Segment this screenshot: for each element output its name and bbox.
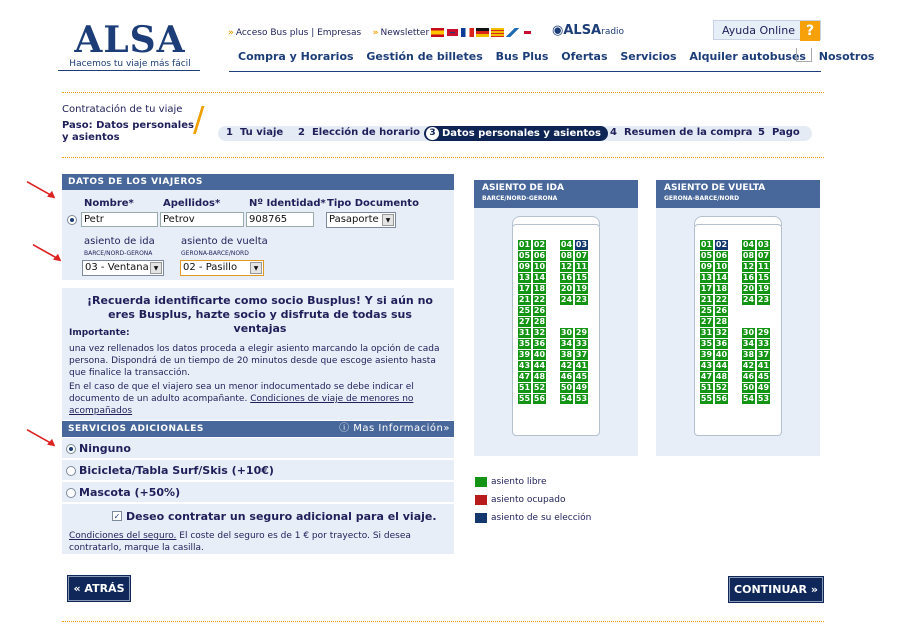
flag-de-icon[interactable] <box>476 28 489 37</box>
help-online-button[interactable] <box>713 20 821 40</box>
seat-12[interactable]: 12 <box>742 262 755 271</box>
seat-01[interactable]: 01 <box>518 240 531 249</box>
flag-es-icon[interactable] <box>431 28 444 37</box>
logo-underline <box>58 70 200 71</box>
seat-06[interactable]: 06 <box>533 251 546 260</box>
seat-35[interactable]: 35 <box>700 339 713 348</box>
flag-eu-icon[interactable] <box>521 28 534 37</box>
seat-42[interactable]: 42 <box>742 361 755 370</box>
seat-38[interactable]: 38 <box>560 350 573 359</box>
seat-47[interactable]: 47 <box>700 372 713 381</box>
language-flags <box>431 28 534 37</box>
seat-26[interactable]: 26 <box>533 306 546 315</box>
seat-16[interactable]: 16 <box>560 273 573 282</box>
travelers-header: DATOS DE LOS VIAJEROS <box>62 174 454 190</box>
seat-32[interactable]: 32 <box>715 328 728 337</box>
seat-42[interactable]: 42 <box>560 361 573 370</box>
alsa-radio-logo[interactable]: ◉ALSAradio <box>552 23 625 38</box>
flag-gl-icon[interactable] <box>506 28 519 37</box>
seat-09[interactable]: 09 <box>518 262 531 271</box>
asiento-vuelta-label: asiento de vuelta <box>181 236 268 247</box>
seat-40[interactable]: 40 <box>533 350 546 359</box>
identidad-input[interactable]: 908765 <box>246 212 314 227</box>
seat-49[interactable]: 49 <box>575 383 588 392</box>
seat-44[interactable]: 44 <box>715 361 728 370</box>
chevron-down-icon: ▼ <box>150 262 162 274</box>
seat-48[interactable]: 48 <box>715 372 728 381</box>
seat-04[interactable]: 04 <box>742 240 755 249</box>
seat-34[interactable]: 34 <box>742 339 755 348</box>
seat-15[interactable]: 15 <box>575 273 588 282</box>
seat-21[interactable]: 21 <box>518 295 531 304</box>
services-header: SERVICIOS ADICIONALES ⓘ Mas Información» <box>62 421 454 437</box>
help-icon: ? <box>800 21 820 41</box>
link-acceso-bus-plus[interactable]: Acceso Bus plus | Empresas <box>235 28 362 38</box>
bus-vuelta-header: ASIENTO DE VUELTA GERONA-BARCE/NORD <box>656 180 820 208</box>
step-1: 1 Tu viaje <box>226 127 284 138</box>
seat-43[interactable]: 43 <box>700 361 713 370</box>
arrow-icon: » <box>228 28 234 38</box>
seat-30[interactable]: 30 <box>742 328 755 337</box>
seat-17[interactable]: 17 <box>518 284 531 293</box>
seat-11[interactable]: 11 <box>757 262 770 271</box>
seat-25[interactable]: 25 <box>700 306 713 315</box>
nav-servicios[interactable]: Servicios <box>620 50 677 63</box>
seat-39[interactable]: 39 <box>518 350 531 359</box>
dotted-divider <box>62 157 824 158</box>
seat-51[interactable]: 51 <box>518 383 531 392</box>
help-label: Ayuda Online <box>722 24 795 37</box>
seat-22[interactable]: 22 <box>715 295 728 304</box>
seat-26[interactable]: 26 <box>715 306 728 315</box>
seat-38[interactable]: 38 <box>742 350 755 359</box>
label-nombre: Nombre* <box>84 198 134 209</box>
main-nav <box>238 50 883 63</box>
seat-35[interactable]: 35 <box>518 339 531 348</box>
nombre-input[interactable]: Petr <box>81 212 158 227</box>
seat-29[interactable]: 29 <box>757 328 770 337</box>
seat-28[interactable]: 28 <box>715 317 728 326</box>
seat-43[interactable]: 43 <box>518 361 531 370</box>
seat-18[interactable]: 18 <box>715 284 728 293</box>
cart-icon[interactable] <box>796 48 812 62</box>
seat-05[interactable]: 05 <box>518 251 531 260</box>
seat-27[interactable]: 27 <box>700 317 713 326</box>
seat-05[interactable]: 05 <box>700 251 713 260</box>
seat-10[interactable]: 10 <box>715 262 728 271</box>
seat-07[interactable]: 07 <box>757 251 770 260</box>
seat-46[interactable]: 46 <box>560 372 573 381</box>
seat-23[interactable]: 23 <box>575 295 588 304</box>
insurance-conditions-link[interactable]: Condiciones del seguro. <box>69 531 177 541</box>
tipo-documento-select[interactable]: Pasaporte ▼ <box>326 212 396 228</box>
service-mascota-radio[interactable] <box>66 488 76 498</box>
seat-47[interactable]: 47 <box>518 372 531 381</box>
seat-01[interactable]: 01 <box>700 240 713 249</box>
alsa-logo[interactable] <box>62 19 198 72</box>
asiento-vuelta-select[interactable]: 02 - Pasillo ▼ <box>180 260 264 276</box>
seat-11[interactable]: 11 <box>575 262 588 271</box>
seat-40[interactable]: 40 <box>715 350 728 359</box>
seat-07[interactable]: 07 <box>575 251 588 260</box>
seat-27[interactable]: 27 <box>518 317 531 326</box>
seat-37[interactable]: 37 <box>757 350 770 359</box>
seat-08[interactable]: 08 <box>742 251 755 260</box>
nav-alquiler-autobuses[interactable]: Alquiler autobuses <box>689 50 806 63</box>
red-arrow-icon <box>22 428 62 448</box>
legend-occupied-swatch <box>475 495 487 505</box>
seat-54[interactable]: 54 <box>742 394 755 403</box>
logo-text: ALSA <box>74 19 186 61</box>
seat-21[interactable]: 21 <box>700 295 713 304</box>
legend-occupied-label: asiento ocupado <box>491 495 566 505</box>
seat-53[interactable]: 53 <box>757 394 770 403</box>
minors-conditions-link[interactable]: Condiciones de viaje de menores no acompañados <box>69 394 414 416</box>
label-apellidos: Apellidos* <box>163 198 221 209</box>
radio-icon: ◉ <box>552 23 564 38</box>
chevron-down-icon: ▼ <box>382 214 394 226</box>
step-3-active: 3 Datos personales y asientos <box>424 126 608 141</box>
seat-33[interactable]: 33 <box>757 339 770 348</box>
asiento-vuelta-route: GERONA-BARCE/NORD <box>181 250 249 257</box>
flag-ca-icon[interactable] <box>491 28 504 37</box>
seat-10[interactable]: 10 <box>533 262 546 271</box>
service-ninguno-label: Ninguno <box>79 442 131 455</box>
seat-17[interactable]: 17 <box>700 284 713 293</box>
seat-55[interactable]: 55 <box>700 394 713 403</box>
step-2: 2 Elección de horario <box>298 127 421 138</box>
nav-divider <box>229 71 821 72</box>
seat-03[interactable]: 03 <box>757 240 770 249</box>
seat-50[interactable]: 50 <box>560 383 573 392</box>
seat-45[interactable]: 45 <box>757 372 770 381</box>
more-info-link[interactable]: ⓘ Mas Información» <box>339 423 450 434</box>
seat-31[interactable]: 31 <box>700 328 713 337</box>
seat-16[interactable]: 16 <box>742 273 755 282</box>
seat-39[interactable]: 39 <box>700 350 713 359</box>
nav-bus-plus[interactable]: Bus Plus <box>495 50 549 63</box>
seat-03[interactable]: 03 <box>575 240 588 249</box>
seat-19[interactable]: 19 <box>575 284 588 293</box>
seat-15[interactable]: 15 <box>757 273 770 282</box>
seat-04[interactable]: 04 <box>560 240 573 249</box>
seat-33[interactable]: 33 <box>575 339 588 348</box>
paso-label: Paso: Datos personales y asientos <box>62 120 194 143</box>
seat-34[interactable]: 34 <box>560 339 573 348</box>
back-button[interactable]: « ATRÁS <box>68 576 130 601</box>
seat-13[interactable]: 13 <box>518 273 531 282</box>
insurance-text: Condiciones del seguro. El coste del seguro es de 1 € por trayecto. Si desea contratarlo, marque la casilla. <box>69 531 411 553</box>
seat-30[interactable]: 30 <box>560 328 573 337</box>
seat-46[interactable]: 46 <box>742 372 755 381</box>
service-mascota-label: Mascota (+50%) <box>79 486 181 499</box>
traveler-select-radio[interactable] <box>67 215 77 225</box>
seat-37[interactable]: 37 <box>575 350 588 359</box>
seat-36[interactable]: 36 <box>533 339 546 348</box>
busplus-promo: ¡Recuerda identificarte como socio Busplus! Y si aún no eres Busplus, hazte socio y disfruta de todas sus ventajas <box>87 294 433 335</box>
legend-free-label: asiento libre <box>491 477 547 487</box>
seat-25[interactable]: 25 <box>518 306 531 315</box>
slash-decoration: / <box>193 100 205 140</box>
seat-52[interactable]: 52 <box>533 383 546 392</box>
seat-44[interactable]: 44 <box>533 361 546 370</box>
seat-20[interactable]: 20 <box>560 284 573 293</box>
seat-31[interactable]: 31 <box>518 328 531 337</box>
seat-53[interactable]: 53 <box>575 394 588 403</box>
seat-51[interactable]: 51 <box>700 383 713 392</box>
label-identidad: Nº Identidad* <box>249 198 326 209</box>
dotted-divider <box>62 621 824 622</box>
arrow-icon: » <box>372 28 379 38</box>
step-4: 4 Resumen de la compra <box>610 127 753 138</box>
legend-free-swatch <box>475 477 487 487</box>
important-label: Importante: <box>69 328 130 338</box>
flag-uk-icon[interactable] <box>446 28 459 37</box>
nav-gestion-billetes[interactable]: Gestión de billetes <box>366 50 483 63</box>
step-5: 5 Pago <box>758 127 800 138</box>
seat-22[interactable]: 22 <box>533 295 546 304</box>
seat-09[interactable]: 09 <box>700 262 713 271</box>
apellidos-input[interactable]: Petrov <box>160 212 244 227</box>
seat-29[interactable]: 29 <box>575 328 588 337</box>
service-bicicleta-radio[interactable] <box>66 466 76 476</box>
seat-55[interactable]: 55 <box>518 394 531 403</box>
seat-24[interactable]: 24 <box>560 295 573 304</box>
continue-button[interactable]: CONTINUAR » <box>729 577 823 602</box>
bus-ida-header: ASIENTO DE IDA BARCE/NORD-GERONA <box>474 180 638 208</box>
seat-48[interactable]: 48 <box>533 372 546 381</box>
asiento-ida-route: BARCE/NORD-GERONA <box>84 250 153 257</box>
insurance-checkbox[interactable]: ✓ <box>113 512 121 521</box>
seat-28[interactable]: 28 <box>533 317 546 326</box>
legend-selected-label: asiento de su elección <box>491 513 592 523</box>
nav-ofertas[interactable]: Ofertas <box>561 50 608 63</box>
seat-23[interactable]: 23 <box>757 295 770 304</box>
seat-41[interactable]: 41 <box>757 361 770 370</box>
contratacion-label: Contratación de tu viaje <box>62 104 183 115</box>
legend-selected-swatch <box>475 513 487 523</box>
insurance-label: Deseo contratar un seguro adicional para el viaje. <box>126 510 437 523</box>
important-text: una vez rellenados los datos proceda a elegir asiento marcando la opción de cada persona. Dispondrá de un tiempo de 20 minutos desde que escoge asiento hasta que finalice la transacción. <box>69 344 440 378</box>
seat-56[interactable]: 56 <box>533 394 546 403</box>
chevron-down-icon: ▼ <box>250 262 262 274</box>
seat-19[interactable]: 19 <box>757 284 770 293</box>
seat-50[interactable]: 50 <box>742 383 755 392</box>
seat-24[interactable]: 24 <box>742 295 755 304</box>
asiento-ida-select[interactable]: 03 - Ventana ▼ <box>82 260 164 276</box>
link-newsletter[interactable]: Newsletter <box>380 28 430 38</box>
service-ninguno-radio[interactable] <box>66 444 76 454</box>
seat-14[interactable]: 14 <box>715 273 728 282</box>
dotted-divider <box>62 92 824 93</box>
minors-text: En el caso de que el viajero sea un menor indocumentado se debe indicar el documento de un adulto acompañante. Condiciones de viaje de menores no acompañados <box>69 382 414 416</box>
service-bicicleta-label: Bicicleta/Tabla Surf/Skis (+10€) <box>79 464 274 477</box>
top-links <box>228 28 429 38</box>
label-tipo-documento: Tipo Documento <box>327 198 419 209</box>
seat-45[interactable]: 45 <box>575 372 588 381</box>
seat-49[interactable]: 49 <box>757 383 770 392</box>
seat-02[interactable]: 02 <box>715 240 728 249</box>
seat-20[interactable]: 20 <box>742 284 755 293</box>
seat-36[interactable]: 36 <box>715 339 728 348</box>
seat-02[interactable]: 02 <box>533 240 546 249</box>
asiento-ida-label: asiento de ida <box>84 236 155 247</box>
seat-54[interactable]: 54 <box>560 394 573 403</box>
seat-18[interactable]: 18 <box>533 284 546 293</box>
seat-56[interactable]: 56 <box>715 394 728 403</box>
red-arrow-icon <box>22 180 62 200</box>
logo-tagline: Hacemos tu viaje más fácil <box>69 59 191 69</box>
flag-fr-icon[interactable] <box>461 28 474 37</box>
seat-32[interactable]: 32 <box>533 328 546 337</box>
seat-12[interactable]: 12 <box>560 262 573 271</box>
seat-52[interactable]: 52 <box>715 383 728 392</box>
seat-13[interactable]: 13 <box>700 273 713 282</box>
nav-compra-horarios[interactable]: Compra y Horarios <box>238 50 354 63</box>
info-icon: ⓘ <box>339 423 350 434</box>
nav-nosotros[interactable]: Nosotros <box>818 50 875 63</box>
seat-41[interactable]: 41 <box>575 361 588 370</box>
step-bar <box>218 126 812 141</box>
seat-14[interactable]: 14 <box>533 273 546 282</box>
seat-08[interactable]: 08 <box>560 251 573 260</box>
seat-06[interactable]: 06 <box>715 251 728 260</box>
